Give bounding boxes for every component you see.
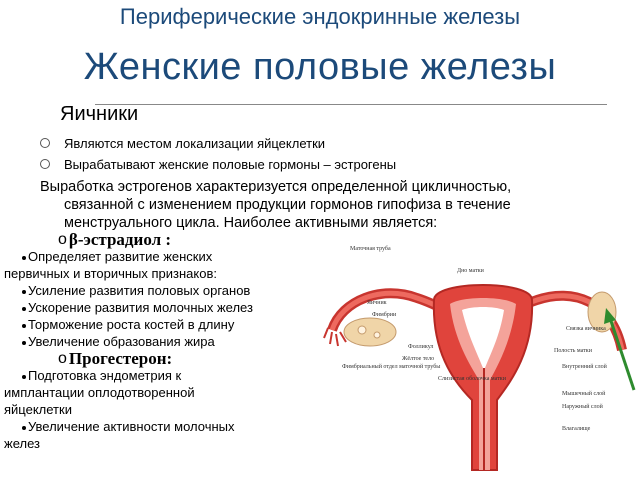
bullet-dot-icon [22, 256, 26, 260]
follicle [374, 332, 380, 338]
bullet-dot-icon [22, 324, 26, 328]
label-tube: Маточная труба [350, 246, 391, 252]
top-title: Периферические эндокринные железы [119, 4, 521, 29]
list-item-continuation [4, 384, 324, 401]
label-cavity: Полость матки [554, 348, 592, 354]
list-item [4, 333, 324, 350]
list-item [40, 133, 396, 154]
heading-marker: o [58, 350, 67, 367]
paragraph-line: менструального цикла. Наиболее активными является: [64, 215, 438, 231]
label-ligament: Связка яичника [566, 326, 606, 332]
list-item-continuation [4, 265, 324, 282]
list-item [40, 154, 396, 175]
list-item-text: Увеличение активности молочных [28, 419, 235, 434]
list-item-text: Усиление развития половых органов [28, 283, 251, 298]
bullet-dot-icon [22, 426, 26, 430]
label-muscle: Мышечный слой [562, 391, 606, 397]
label-yellow-body: Жёлтое тело [402, 356, 435, 362]
hormone-list [4, 231, 324, 452]
follicle [358, 326, 366, 334]
list-item-text: Определяет развитие женских [28, 249, 213, 264]
sub-title: Яичники [60, 103, 139, 125]
estrogen-paragraph [40, 178, 640, 232]
main-title: Женские половые железы [83, 46, 557, 88]
label-fundus: Дно матки [457, 268, 484, 274]
list-item [4, 316, 324, 333]
list-item-text: имплантации оплодотворенной [4, 385, 195, 400]
list-item-text: Вырабатывают женские половые гормоны – эстрогены [64, 157, 397, 172]
ovary-facts-list [40, 133, 396, 175]
estradiol-heading [4, 231, 324, 248]
paragraph-line: связанной с изменением продукции гормонов гипофиза в течение [64, 197, 511, 213]
progesterone-title: Прогестерон: [68, 349, 173, 368]
label-ovary: Яичник [367, 300, 387, 306]
label-vagina: Влагалище [562, 426, 591, 432]
estradiol-title: β-эстрадиол : [68, 230, 172, 249]
list-item-text: Торможение роста костей в длину [28, 317, 235, 332]
progesterone-heading [4, 350, 324, 367]
list-item-text: первичных и вторичных признаков: [4, 266, 217, 281]
bullet-dot-icon [22, 341, 26, 345]
label-mucosa: Слизистая оболочка матки [438, 376, 506, 382]
label-fimbria: Фимбрии [372, 312, 397, 318]
bullet-dot-icon [22, 307, 26, 311]
list-item-text: Ускорение развития молочных желез [28, 300, 253, 315]
list-item [4, 282, 324, 299]
list-item-text: желез [4, 436, 40, 451]
bullet-dot-icon [22, 290, 26, 294]
label-inner-layer: Внутренний слой [562, 364, 607, 370]
list-item-text: Подготовка эндометрия к [28, 368, 182, 383]
list-item [4, 418, 324, 435]
list-item [4, 367, 324, 384]
heading-marker: o [58, 231, 67, 248]
uterus-diagram [322, 240, 640, 480]
list-item-continuation [4, 401, 324, 418]
bullet-circle-icon [40, 159, 50, 169]
list-item-text: Увеличение образования жира [28, 334, 215, 349]
bullet-circle-icon [40, 138, 50, 148]
list-item-text: яйцеклетки [4, 402, 72, 417]
label-outer: Наружный слой [562, 404, 603, 410]
label-fimbrial: Фимбриальный отдел маточной трубы [342, 364, 441, 370]
list-item-continuation [4, 435, 324, 452]
list-item [4, 299, 324, 316]
label-follicle: Фолликул [408, 344, 434, 350]
paragraph-line: Выработка эстрогенов характеризуется определенной цикличностью, [40, 179, 512, 195]
left-ovary [344, 318, 396, 346]
pointer-arrow [610, 318, 634, 390]
bullet-dot-icon [22, 375, 26, 379]
list-item [4, 248, 324, 265]
title-divider [95, 104, 607, 105]
list-item-text: Являются местом локализации яйцеклетки [64, 136, 326, 151]
